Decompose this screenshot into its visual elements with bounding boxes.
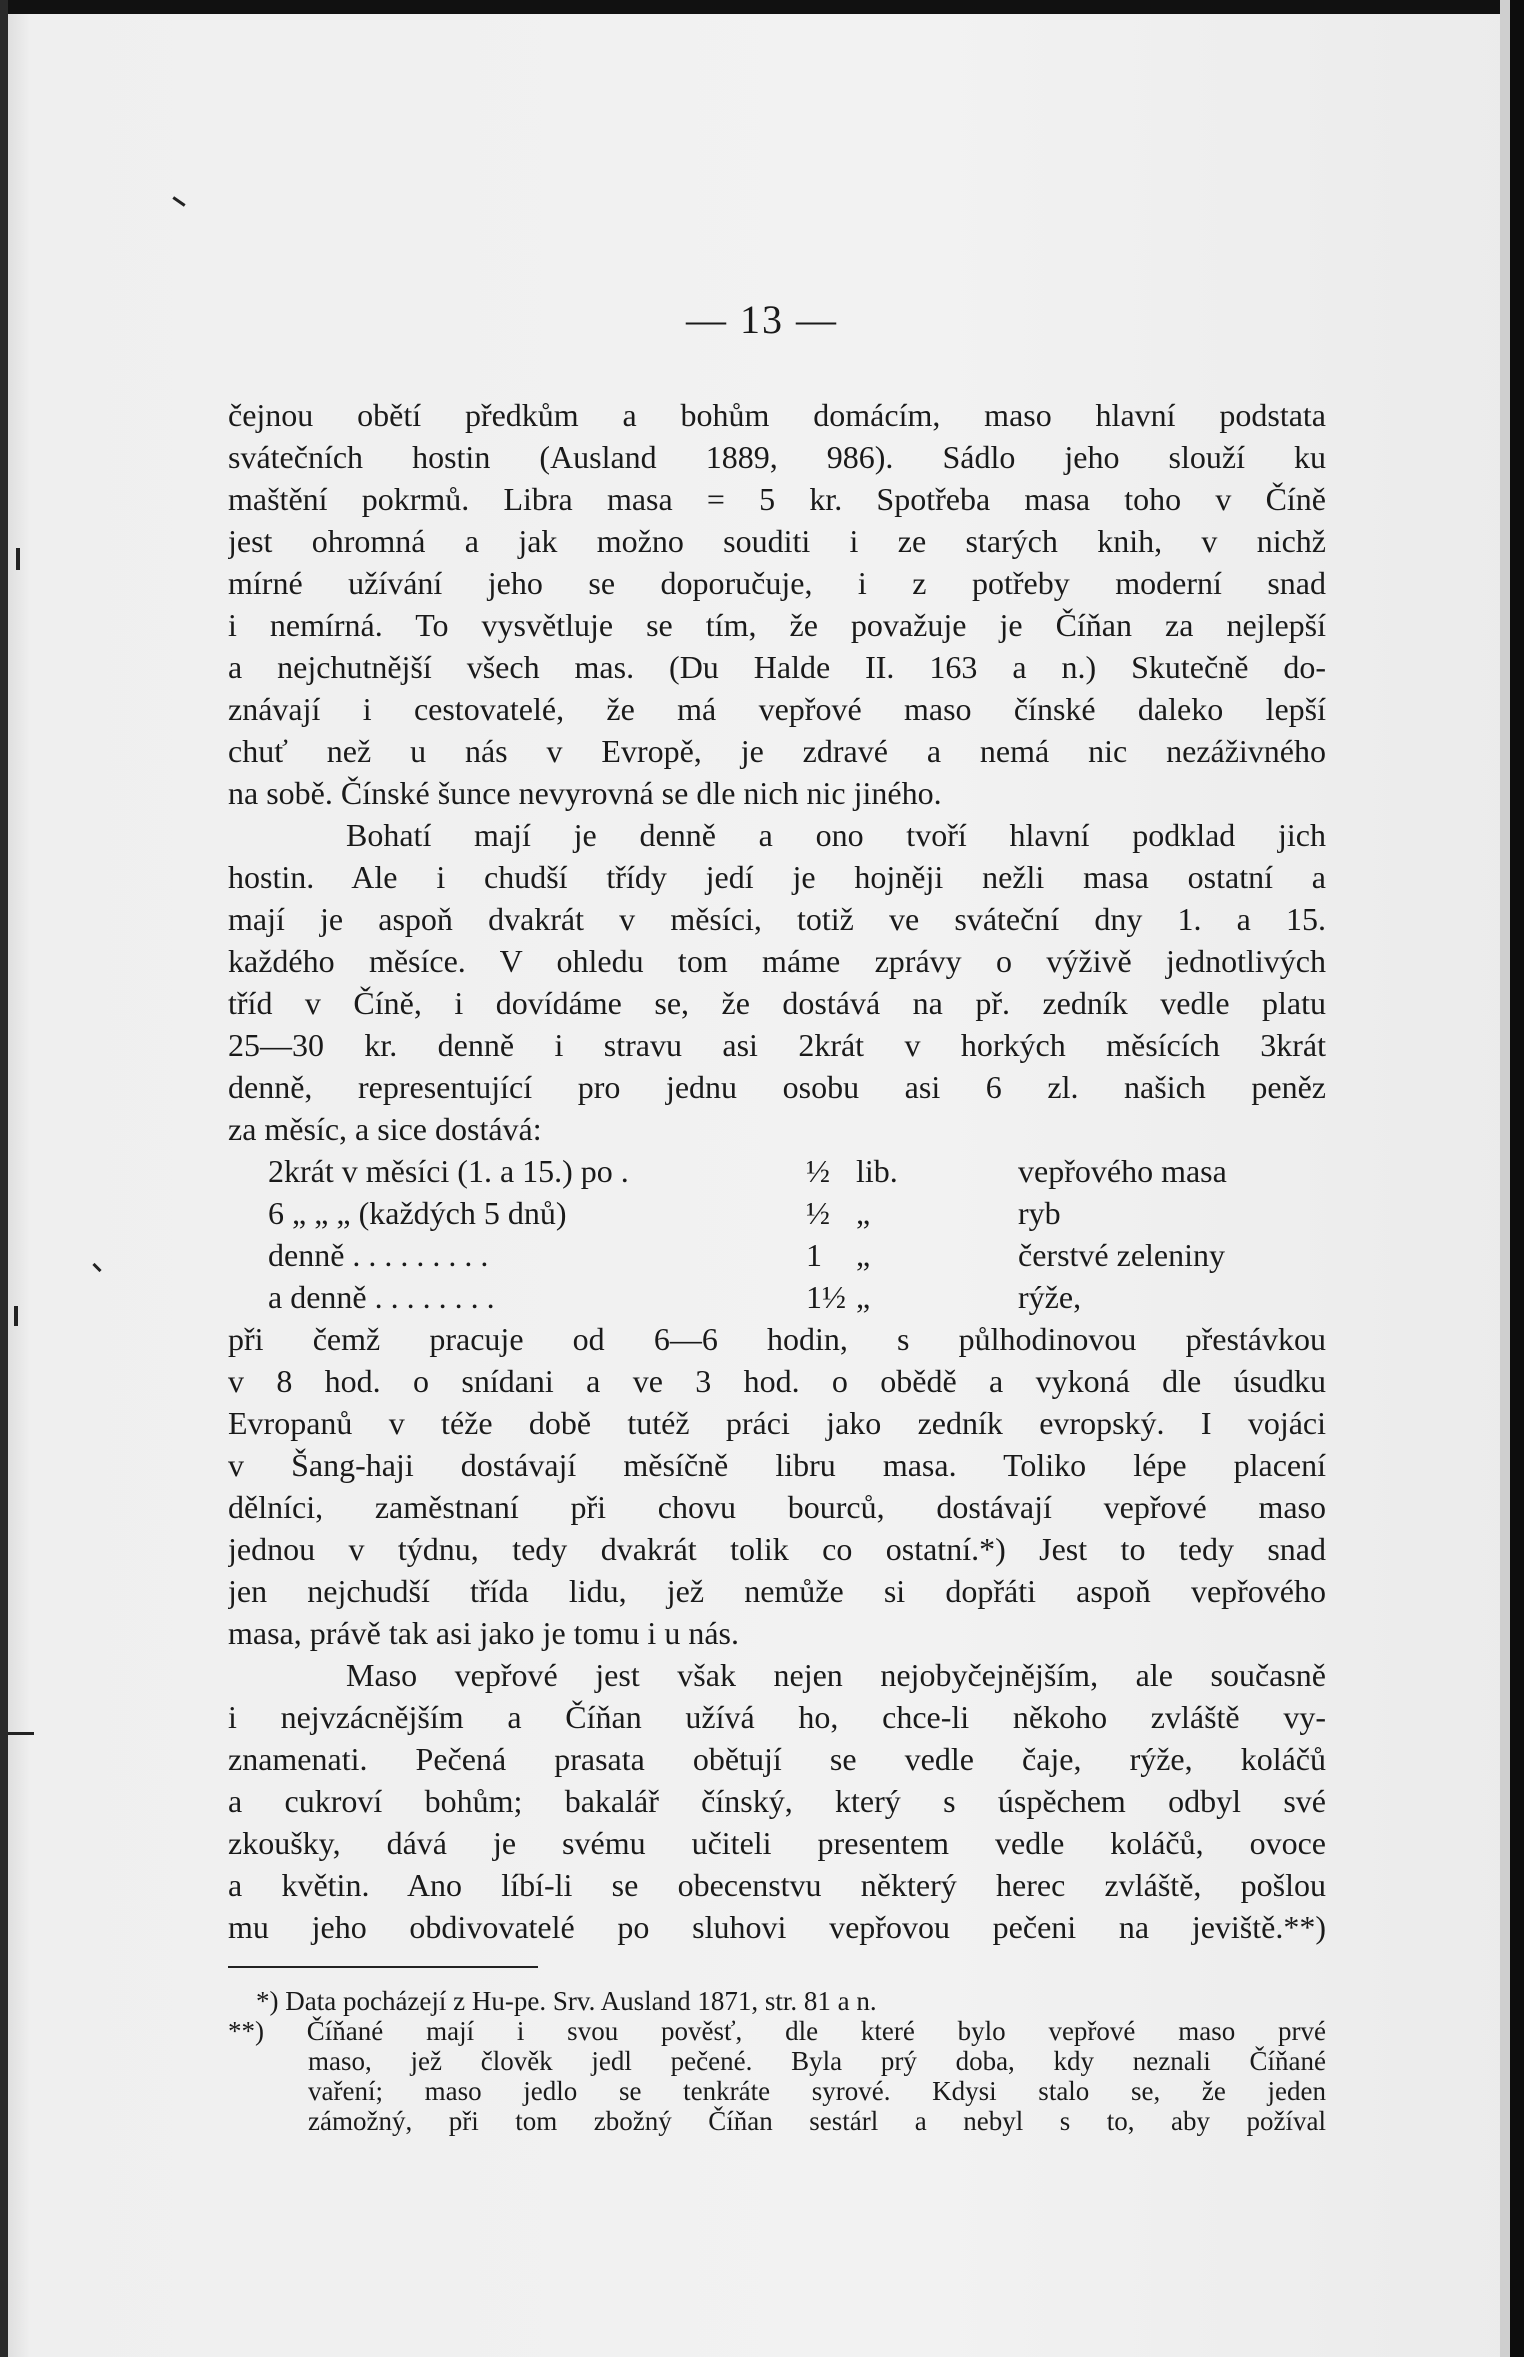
ration-item: čerstvé zeleniny: [1018, 1237, 1225, 1273]
page-number: — 13 —: [686, 297, 838, 342]
text-line: v Šang-haji dostávají měsíčně libru masa. Toliko lépe placení: [228, 1447, 1326, 1483]
paragraph-block-1: [228, 394, 1326, 1150]
text-line: čejnou obětí předkům a bohům domácím, maso hlavní podstata: [228, 397, 1326, 433]
text-line: jednou v týdnu, tedy dvakrát tolik co ostatní.*) Jest to tedy snad: [228, 1531, 1326, 1567]
text-line: jest ohromná a jak možno souditi i ze starých knih, v nichž: [228, 523, 1326, 559]
scan-right-edge: [1510, 0, 1524, 2357]
paragraph-block-2: [228, 1318, 1326, 1948]
ration-row: [228, 1276, 1326, 1318]
text-line: znamenati. Pečená prasata obětují se vedle čaje, rýže, koláčů: [228, 1741, 1326, 1777]
ration-amount: ½: [806, 1195, 830, 1231]
text-line: mírné užívání jeho se doporučuje, i z potřeby moderní snad: [228, 565, 1326, 601]
scan-speck: [8, 1732, 34, 1735]
text-line: 25—30 kr. denně i stravu asi 2krát v horkých měsících 3krát: [228, 1027, 1326, 1063]
text-line: mu jeho obdivovatelé po sluhovi vepřovou pečeni na jeviště.**): [228, 1909, 1326, 1945]
text-line: hostin. Ale i chudší třídy jedí je hojněji nežli masa ostatní a: [228, 859, 1326, 895]
text-line: Evropanů v téže době tutéž práci jako zedník evropský. I vojáci: [228, 1405, 1326, 1441]
text-line: jen nejchudší třída lidu, jež nemůže si dopřáti aspoň vepřového: [228, 1573, 1326, 1609]
ration-amount: 1½: [806, 1279, 846, 1315]
body-text: [228, 394, 1326, 1948]
footnote-line: vaření; maso jedlo se tenkráte syrové. Kdysi stalo se, že jeden: [308, 2076, 1326, 2106]
text-line: Maso vepřové jest však nejen nejobyčejnějším, ale současně: [346, 1657, 1326, 1693]
text-line: denně, representující pro jednu osobu asi 6 zl. našich peněz: [228, 1069, 1326, 1105]
scan-speck: [92, 1263, 101, 1272]
footnote-line: **) Číňané mají i svou pověsť, dle které bylo vepřové maso prvé: [228, 2016, 1326, 2046]
text-line: maštění pokrmů. Libra masa = 5 kr. Spotřeba masa toho v Číně: [228, 481, 1326, 517]
text-line: v 8 hod. o snídani a ve 3 hod. o obědě a vykoná dle úsudku: [228, 1363, 1326, 1399]
scan-top-edge: [0, 0, 1524, 14]
scan-speck: [14, 1306, 18, 1326]
text-line: a nejchutnější všech mas. (Du Halde II. 163 a n.) Skutečně do-: [228, 649, 1326, 685]
ration-amount: ½: [806, 1153, 830, 1189]
text-line: při čemž pracuje od 6—6 hodin, s půlhodinovou přestávkou: [228, 1321, 1326, 1357]
text-line: i nemírná. To vysvětluje se tím, že považuje je Číňan za nejlepší: [228, 607, 1326, 643]
ration-unit: lib.: [856, 1153, 898, 1189]
scan-speck: [16, 548, 20, 570]
ration-unit: „: [856, 1195, 871, 1231]
ration-table: [228, 1150, 1326, 1318]
footnote-line: maso, jež člověk jedl pečené. Byla prý doba, kdy neznali Číňané: [308, 2046, 1326, 2076]
ration-when: 6 „ „ „ (každých 5 dnů): [268, 1195, 567, 1231]
text-line: tříd v Číně, i dovídáme se, že dostává na př. zedník vedle platu: [228, 985, 1326, 1021]
ration-unit: „: [856, 1279, 871, 1315]
text-line: znávají i cestovatelé, že má vepřové maso čínské daleko lepší: [228, 691, 1326, 727]
ration-row: [228, 1234, 1326, 1276]
text-line: a cukroví bohům; bakalář čínský, který s úspěchem odbyl své: [228, 1783, 1326, 1819]
text-line: dělníci, zaměstnaní při chovu bourců, dostávají vepřové maso: [228, 1489, 1326, 1525]
text-line: a květin. Ano líbí-li se obecenstvu některý herec zvláště, pošlou: [228, 1867, 1326, 1903]
text-line: každého měsíce. V ohledu tom máme zprávy o výživě jednotlivých: [228, 943, 1326, 979]
text-line: Bohatí mají je denně a ono tvoří hlavní podklad jich: [346, 817, 1326, 853]
ration-when: denně . . . . . . . . .: [268, 1237, 489, 1273]
scan-right-margin: [1500, 0, 1510, 2357]
ration-item: vepřového masa: [1018, 1153, 1227, 1189]
ration-item: ryb: [1018, 1195, 1061, 1231]
text-line: zkoušky, dává je svému učiteli presentem vedle koláčů, ovoce: [228, 1825, 1326, 1861]
footnote-line: *) Data pocházejí z Hu-pe. Srv. Ausland 1871, str. 81 a n.: [256, 1986, 877, 2016]
footnote-rule: [228, 1966, 538, 1968]
text-line: na sobě. Čínské šunce nevyrovná se dle nich nic jiného.: [228, 775, 942, 811]
ration-when: 2krát v měsíci (1. a 15.) po .: [268, 1153, 629, 1189]
footnotes: [228, 1986, 1326, 2136]
scan-left-edge: [0, 0, 8, 2357]
scan-speck: [172, 196, 185, 206]
text-line: mají je aspoň dvakrát v měsíci, totiž ve sváteční dny 1. a 15.: [228, 901, 1326, 937]
text-line: chuť než u nás v Evropě, je zdravé a nemá nic nezáživného: [228, 733, 1326, 769]
text-line: za měsíc, a sice dostává:: [228, 1111, 542, 1147]
footnote-line: zámožný, při tom zbožný Číňan sestárl a nebyl s to, aby požíval: [308, 2106, 1326, 2136]
ration-row: [228, 1192, 1326, 1234]
ration-row: [228, 1150, 1326, 1192]
text-line: i nejvzácnějším a Číňan užívá ho, chce-li někoho zvláště vy-: [228, 1699, 1326, 1735]
ration-unit: „: [856, 1237, 871, 1273]
ration-item: rýže,: [1018, 1279, 1082, 1315]
text-line: masa, právě tak asi jako je tomu i u nás.: [228, 1615, 739, 1651]
ration-when: a denně . . . . . . . .: [268, 1279, 495, 1315]
ration-amount: 1: [806, 1237, 822, 1273]
text-line: svátečních hostin (Ausland 1889, 986). Sádlo jeho slouží ku: [228, 439, 1326, 475]
